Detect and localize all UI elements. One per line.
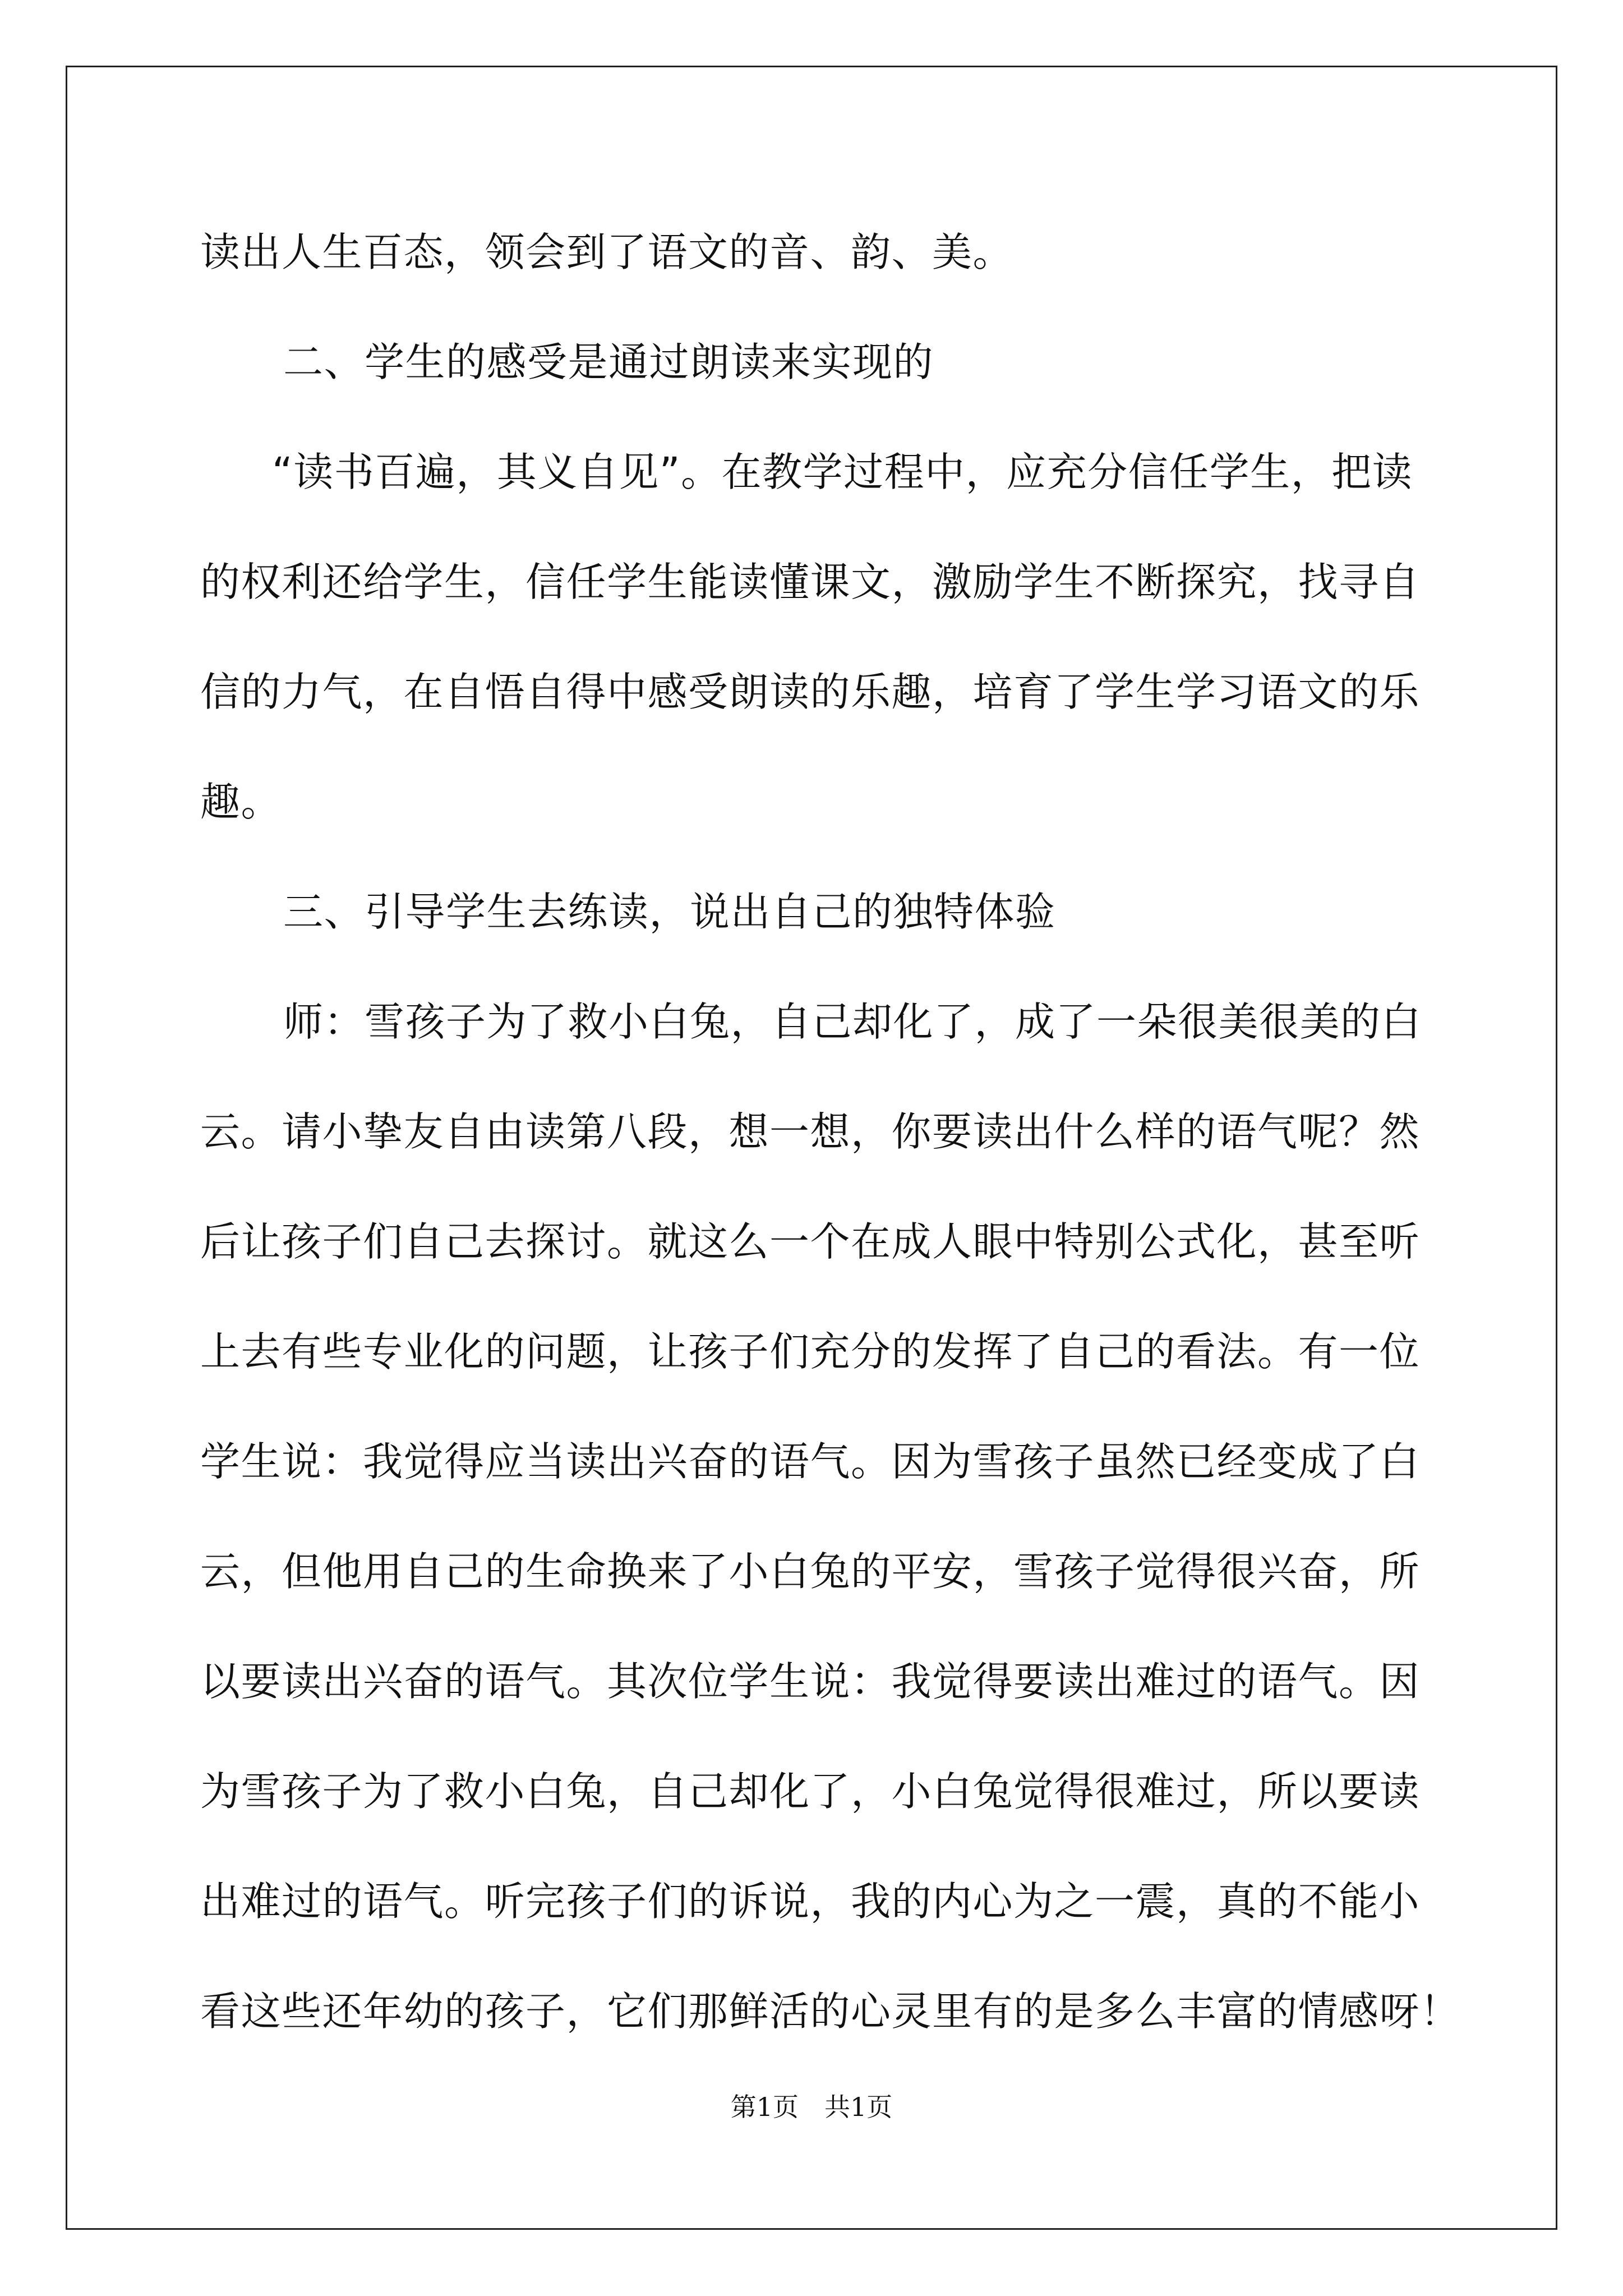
paragraph-line: 出难过的语气。听完孩子们的诉说，我的内心为之一震，真的不能小: [200, 1878, 1421, 1925]
paragraph-line: 看这些还年幼的孩子，它们那鲜活的心灵里有的是多么丰富的情感呀！: [200, 1988, 1461, 2035]
document-body: [200, 208, 1461, 2077]
paragraph-line: 云。请小挚友自由读第八段，想一想，你要读出什么样的语气呢？然: [200, 1108, 1421, 1155]
paragraph-line: 为雪孩子为了救小白兔，自己却化了，小白兔觉得很难过，所以要读: [200, 1768, 1421, 1815]
paragraph-line: “读书百遍，其义自见”。在教学过程中，应充分信任学生，把读: [272, 449, 1413, 495]
paragraph-line: 信的力气，在自悟自得中感受朗读的乐趣，培育了学生学习语文的乐: [200, 669, 1421, 715]
paragraph-line: 以要读出兴奋的语气。其次位学生说：我觉得要读出难过的语气。因: [200, 1658, 1421, 1705]
paragraph-line: 的权利还给学生，信任学生能读懂课文，激励学生不断探究，找寻自: [200, 559, 1421, 605]
page-number-footer: 第1页 共1页: [730, 2092, 893, 2122]
paragraph-line: 师：雪孩子为了救小白兔，自己却化了，成了一朵很美很美的白: [283, 999, 1422, 1045]
paragraph-line: 云，但他用自己的生命换来了小白兔的平安，雪孩子觉得很兴奋，所: [200, 1548, 1421, 1595]
section-heading-2: 二、学生的感受是通过朗读来实现的: [283, 339, 934, 385]
paragraph-line: 趣。: [200, 779, 282, 825]
paragraph-line: 学生说：我觉得应当读出兴奋的语气。因为雪孩子虽然已经变成了白: [200, 1438, 1421, 1485]
paragraph-line: 上去有些专业化的问题，让孩子们充分的发挥了自己的看法。有一位: [200, 1328, 1421, 1375]
section-heading-3: 三、引导学生去练读，说出自己的独特体验: [283, 889, 1056, 935]
paragraph-line: 后让孩子们自己去探讨。就这么一个在成人眼中特别公式化，甚至听: [200, 1218, 1421, 1265]
paragraph-line: 读出人生百态，领会到了语文的音、韵、美。: [200, 229, 1014, 275]
